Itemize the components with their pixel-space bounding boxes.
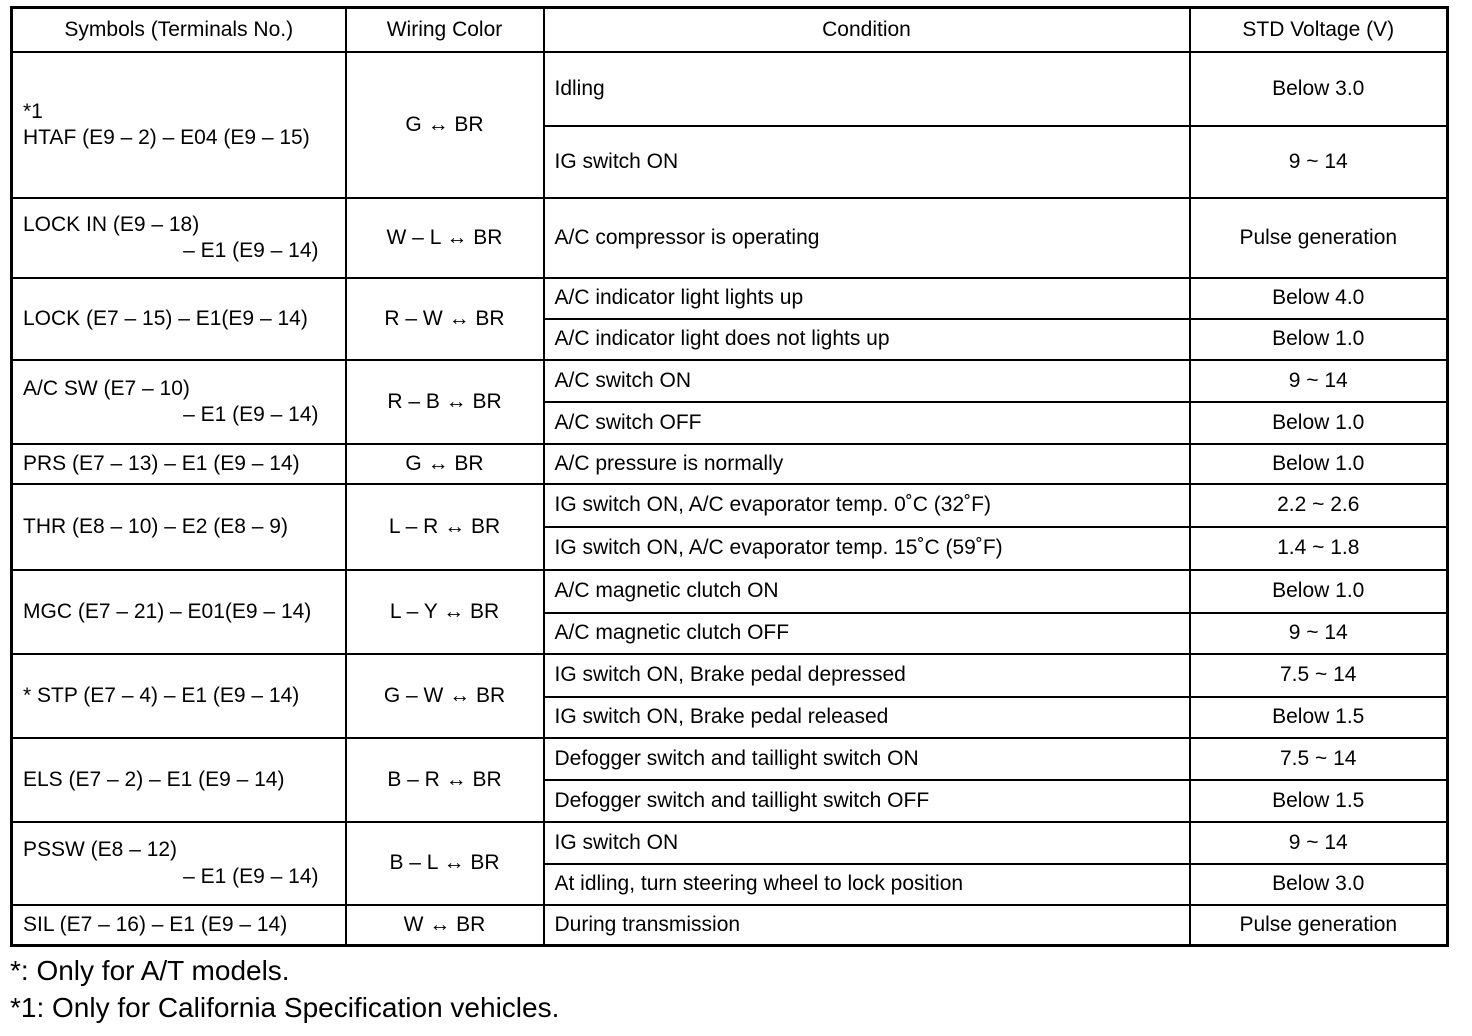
- condition-cell: A/C magnetic clutch OFF: [544, 613, 1190, 654]
- symbol-cell: [12, 52, 346, 198]
- header-symbols: Symbols (Terminals No.): [12, 8, 346, 53]
- condition-cell: At idling, turn steering wheel to lock position: [544, 864, 1190, 905]
- voltage-cell: 9 ~ 14: [1190, 126, 1448, 198]
- header-wiring-color: Wiring Color: [346, 8, 544, 53]
- condition-cell: IG switch ON, A/C evaporator temp. 15˚C (59˚F): [544, 527, 1190, 570]
- voltage-cell: Below 3.0: [1190, 52, 1448, 126]
- symbol-line: LOCK IN (E9 – 18): [23, 212, 200, 236]
- condition-cell: A/C magnetic clutch ON: [544, 570, 1190, 613]
- footnotes: [10, 952, 559, 1026]
- symbol-line: THR (E8 – 10) – E2 (E8 – 9): [23, 514, 288, 538]
- symbol-line: A/C SW (E7 – 10): [23, 376, 190, 400]
- footnote-at-models: *: Only for A/T models.: [10, 955, 290, 986]
- wiring-color-cell: R – B ↔ BR: [346, 360, 544, 444]
- condition-cell: Defogger switch and taillight switch OFF: [544, 780, 1190, 822]
- condition-cell: IG switch ON: [544, 126, 1190, 198]
- condition-cell: A/C switch ON: [544, 360, 1190, 402]
- wiring-color-cell: L – Y ↔ BR: [346, 570, 544, 654]
- symbol-line: – E1 (E9 – 14): [183, 239, 319, 262]
- symbol-line: – E1 (E9 – 14): [183, 403, 319, 426]
- table-row: [12, 198, 1448, 278]
- voltage-cell: 7.5 ~ 14: [1190, 738, 1448, 780]
- voltage-cell: Pulse generation: [1190, 198, 1448, 278]
- header-condition: Condition: [544, 8, 1190, 53]
- symbol-cell: [12, 738, 346, 822]
- voltage-cell: Below 1.0: [1190, 319, 1448, 360]
- wiring-color-cell: L – R ↔ BR: [346, 484, 544, 570]
- table-row: [12, 570, 1448, 613]
- table-row: [12, 738, 1448, 780]
- wiring-color-cell: G ↔ BR: [346, 52, 544, 198]
- condition-cell: Idling: [544, 52, 1190, 126]
- table-row: [12, 484, 1448, 527]
- symbol-line: HTAF (E9 – 2) – E04 (E9 – 15): [23, 126, 310, 149]
- table-row: [12, 52, 1448, 126]
- table-body: [12, 52, 1448, 945]
- voltage-cell: 9 ~ 14: [1190, 822, 1448, 864]
- symbol-line: * STP (E7 – 4) – E1 (E9 – 14): [23, 683, 300, 707]
- voltage-cell: Below 1.0: [1190, 570, 1448, 613]
- voltage-cell: Below 4.0: [1190, 278, 1448, 319]
- table-row: [12, 822, 1448, 864]
- wiring-color-cell: G ↔ BR: [346, 444, 544, 484]
- table-row: [12, 444, 1448, 484]
- symbol-cell: [12, 570, 346, 654]
- symbol-cell: [12, 905, 346, 945]
- voltage-cell: 2.2 ~ 2.6: [1190, 484, 1448, 527]
- wiring-color-cell: G – W ↔ BR: [346, 654, 544, 738]
- symbol-cell: [12, 360, 346, 444]
- header-row: [12, 8, 1448, 53]
- wiring-color-cell: B – R ↔ BR: [346, 738, 544, 822]
- condition-cell: A/C indicator light lights up: [544, 278, 1190, 319]
- condition-cell: IG switch ON, A/C evaporator temp. 0˚C (32˚F): [544, 484, 1190, 527]
- voltage-cell: Below 1.5: [1190, 697, 1448, 738]
- voltage-cell: Pulse generation: [1190, 905, 1448, 945]
- symbol-cell: [12, 198, 346, 278]
- condition-cell: Defogger switch and taillight switch ON: [544, 738, 1190, 780]
- symbol-cell: [12, 278, 346, 360]
- terminal-voltage-table: [10, 6, 1449, 947]
- symbol-line: ELS (E7 – 2) – E1 (E9 – 14): [23, 767, 285, 791]
- wiring-color-cell: R – W ↔ BR: [346, 278, 544, 360]
- voltage-cell: 9 ~ 14: [1190, 360, 1448, 402]
- voltage-cell: 9 ~ 14: [1190, 613, 1448, 654]
- voltage-cell: Below 3.0: [1190, 864, 1448, 905]
- table-row: [12, 360, 1448, 402]
- wiring-color-cell: W – L ↔ BR: [346, 198, 544, 278]
- condition-cell: A/C compressor is operating: [544, 198, 1190, 278]
- condition-cell: A/C switch OFF: [544, 402, 1190, 444]
- voltage-cell: Below 1.0: [1190, 444, 1448, 484]
- condition-cell: IG switch ON: [544, 822, 1190, 864]
- condition-cell: A/C indicator light does not lights up: [544, 319, 1190, 360]
- condition-cell: A/C pressure is normally: [544, 444, 1190, 484]
- symbol-line: – E1 (E9 – 14): [183, 864, 319, 888]
- voltage-cell: 7.5 ~ 14: [1190, 654, 1448, 697]
- footnote-california: *1: Only for California Specification vehicles.: [10, 992, 560, 1023]
- symbol-line: *1: [23, 99, 43, 123]
- wiring-color-cell: W ↔ BR: [346, 905, 544, 945]
- table-row: [12, 654, 1448, 697]
- symbol-line: PSSW (E8 – 12): [23, 838, 178, 862]
- table-row: [12, 905, 1448, 945]
- symbol-line: PRS (E7 – 13) – E1 (E9 – 14): [23, 451, 300, 475]
- symbol-line: LOCK (E7 – 15) – E1(E9 – 14): [23, 306, 308, 330]
- condition-cell: During transmission: [544, 905, 1190, 945]
- condition-cell: IG switch ON, Brake pedal released: [544, 697, 1190, 738]
- symbol-line: MGC (E7 – 21) – E01(E9 – 14): [23, 599, 312, 623]
- table-row: [12, 278, 1448, 319]
- symbol-cell: [12, 654, 346, 738]
- symbol-cell: [12, 484, 346, 570]
- symbol-cell: [12, 444, 346, 484]
- header-std-voltage: STD Voltage (V): [1190, 8, 1448, 53]
- wiring-color-cell: B – L ↔ BR: [346, 822, 544, 905]
- symbol-line: SIL (E7 – 16) – E1 (E9 – 14): [23, 912, 288, 936]
- voltage-cell: Below 1.5: [1190, 780, 1448, 822]
- symbol-cell: [12, 822, 346, 905]
- condition-cell: IG switch ON, Brake pedal depressed: [544, 654, 1190, 697]
- voltage-cell: 1.4 ~ 1.8: [1190, 527, 1448, 570]
- voltage-cell: Below 1.0: [1190, 402, 1448, 444]
